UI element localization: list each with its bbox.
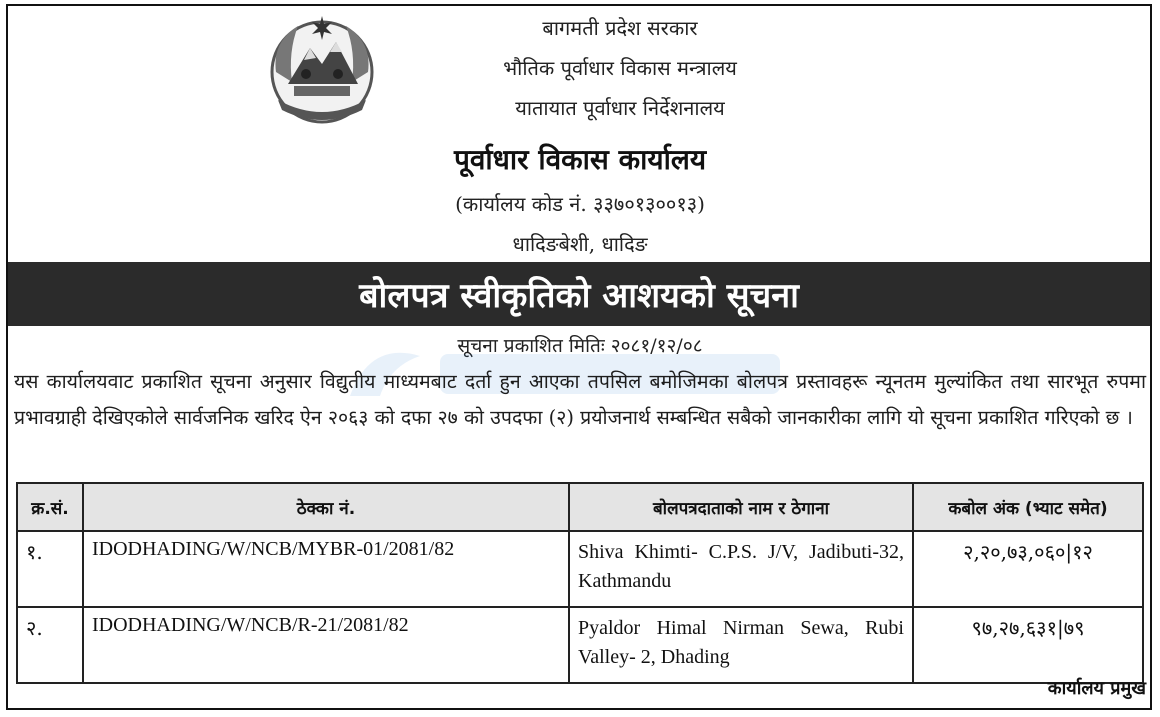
row-bidder: Shiva Khimti- C.P.S. J/V, Jadibuti-32, Kathmandu (569, 531, 913, 607)
header-sn: क्र.सं. (17, 483, 83, 531)
table-row (17, 607, 1143, 683)
row-sn: १. (17, 531, 83, 607)
row-amount: ९७,२७,६३१|७९ (913, 607, 1143, 683)
published-date: सूचना प्रकाशित मितिः २०८१/१२/०८ (457, 335, 703, 357)
office-code: (कार्यालय कोड नं. ३३७०१३००१३) (455, 192, 705, 216)
row-amount: २,२०,७३,०६०|१२ (913, 531, 1143, 607)
row-bidder: Pyaldor Himal Nirman Sewa, Rubi Valley- 2, Dhading (569, 607, 913, 683)
row-contract: IDODHADING/W/NCB/MYBR-01/2081/82 (83, 531, 569, 607)
province-government: बागमती प्रदेश सरकार (542, 16, 698, 40)
notice-title: बोलपत्र स्वीकृतिको आशयको सूचना (359, 276, 799, 316)
signature-office-head: कार्यालय प्रमुख (1047, 678, 1146, 699)
office-address: धादिङबेशी, धादिङ (512, 232, 648, 256)
bids-table (16, 482, 1144, 684)
table-header-row (17, 483, 1143, 531)
row-contract: IDODHADING/W/NCB/R-21/2081/82 (83, 607, 569, 683)
row-sn: २. (17, 607, 83, 683)
directorate-name: यातायात पूर्वाधार निर्देशनालय (515, 96, 725, 120)
office-title: पूर्वाधार विकास कार्यालय (453, 143, 707, 176)
header-contract: ठेक्का नं. (83, 483, 569, 531)
header-bidder: बोलपत्रदाताको नाम र ठेगाना (569, 483, 913, 531)
notice-title-banner (8, 262, 1150, 326)
ministry-name: भौतिक पूर्वाधार विकास मन्त्रालय (503, 56, 737, 80)
notice-body: यस कार्यालयवाट प्रकाशित सूचना अनुसार विद्युतीय माध्यमबाट दर्ता हुन आएका तपसिल बमोजिमका बोलपत्र प्रस्तावहरू न्यूनतम मुल्यांकित तथा सारभूत रुपमा प्रभावग्राही देखिएकोले सार्वजनिक खरिद ऐन २०६३ को दफा २७ को उपदफा (२) प्रयोजनार्थ सम्बन्धित सबैको जानकारीका लागि यो सूचना प्रकाशित गरिएको छ । (14, 370, 1146, 429)
table-row (17, 531, 1143, 607)
header-amount: कबोल अंक (भ्याट समेत) (913, 483, 1143, 531)
